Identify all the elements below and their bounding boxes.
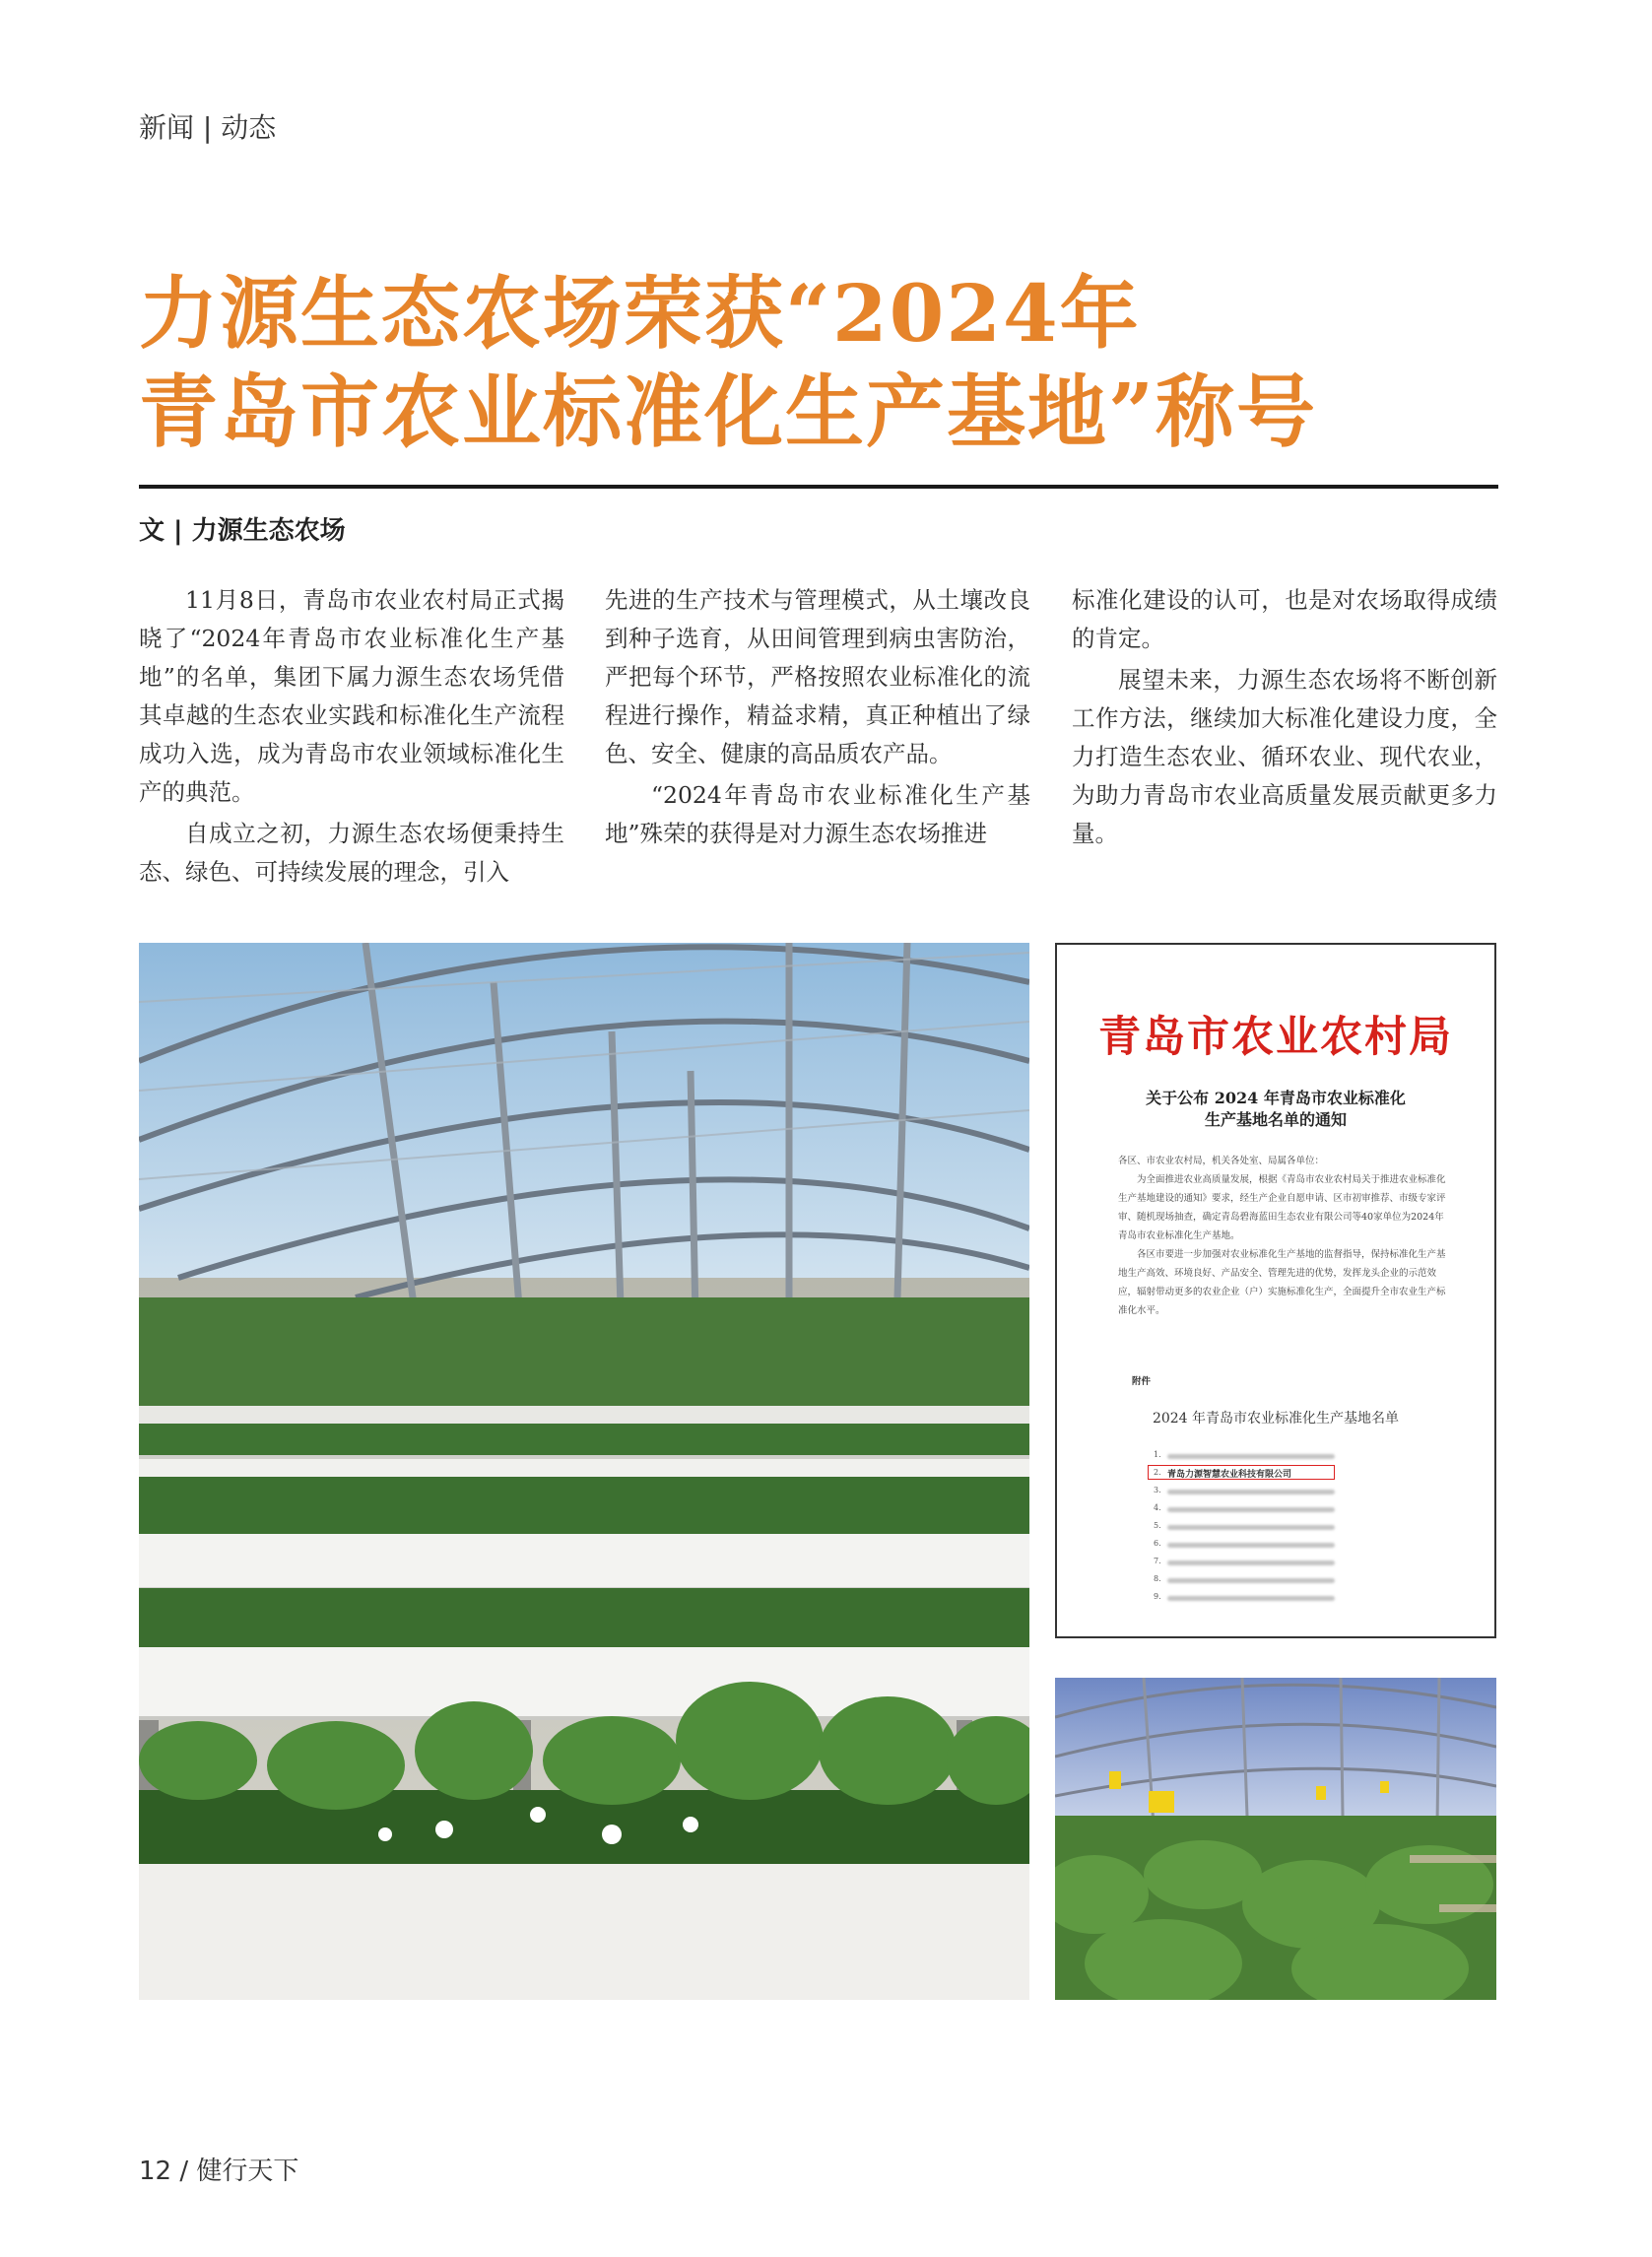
article-column-3 bbox=[1072, 581, 1497, 856]
headline-line-2: 青岛市农业标准化生产基地”称号 bbox=[139, 365, 1318, 458]
document-list bbox=[1154, 1447, 1400, 1607]
document-salutation: 各区、市农业农村局，机关各处室、局属各单位： bbox=[1118, 1156, 1325, 1166]
paragraph: 展望未来，力源生态农场将不断创新工作方法，继续加大标准化建设力度，全力打造生态农业、循环农业、现代农业，为助力青岛市农业高质量发展贡献更多力量。 bbox=[1072, 666, 1497, 847]
document-paragraph: 为全面推进农业高质量发展，根据《青岛市农业农村局关于推进农业标准化生产基地建设的通知》要求，经生产企业自愿申请、区市初审推荐、市级专家评审、随机现场抽查，确定青岛碧海蓝田生态农业有限公司等40家单位为2024年青岛市农业标准化生产基地。 bbox=[1118, 1174, 1446, 1241]
paragraph: 11月8日，青岛市农业农村局正式揭晓了“2024年青岛市农业标准化生产基地”的名单，集团下属力源生态农场凭借其卓越的生态农业实践和标准化生产流程成功入选，成为青岛市农业领域标准化生产的典范。 bbox=[139, 586, 564, 806]
greenhouse-seedlings-photo bbox=[1055, 1678, 1496, 2000]
document-body bbox=[1118, 1152, 1450, 1320]
document-title-line-2: 生产基地名单的通知 bbox=[1204, 1110, 1347, 1129]
paragraph: 先进的生产技术与管理模式，从土壤改良到种子选育，从田间管理到病虫害防治，严把每个环节，严格按照农业标准化的流程进行操作，精益求精，真正种植出了绿色、安全、健康的高品质农产品。 bbox=[605, 586, 1030, 767]
list-item: 4. bbox=[1154, 1500, 1400, 1518]
byline: 文 | 力源生态农场 bbox=[139, 516, 346, 546]
headline-line-1: 力源生态农场荣获“2024年 bbox=[139, 267, 1141, 360]
article-headline bbox=[139, 264, 1518, 461]
document-attachment-label: 附件 bbox=[1132, 1376, 1152, 1387]
notice-document bbox=[1055, 943, 1496, 1638]
list-item: 5. bbox=[1154, 1518, 1400, 1536]
list-item: 9. bbox=[1154, 1589, 1400, 1607]
list-item: 6. bbox=[1154, 1536, 1400, 1554]
list-item: 1. bbox=[1154, 1447, 1400, 1465]
article-column-2 bbox=[605, 581, 1030, 856]
list-item: 7. bbox=[1154, 1554, 1400, 1571]
paragraph: 自成立之初，力源生态农场便秉持生态、绿色、可持续发展的理念，引入 bbox=[139, 820, 564, 886]
document-issuer: 青岛市农业农村局 bbox=[1098, 1013, 1453, 1062]
article-column-1 bbox=[139, 581, 564, 895]
document-paragraph: 各区市要进一步加强对农业标准化生产基地的监督指导，保持标准化生产基地生产高效、环境良好、产品安全、管理先进的优势，发挥龙头企业的示范效应，辐射带动更多的农业企业（户）实施标准化生产，全面提升全市农业生产标准化水平。 bbox=[1118, 1249, 1446, 1316]
list-item: 8. bbox=[1154, 1571, 1400, 1589]
paragraph: “2024年青岛市农业标准化生产基地”殊荣的获得是对力源生态农场推进 bbox=[605, 781, 1030, 847]
document-list-title: 2024 年青岛市农业标准化生产基地名单 bbox=[1152, 1411, 1400, 1427]
headline-divider bbox=[139, 485, 1498, 489]
paragraph: 标准化建设的认可，也是对农场取得成绩的肯定。 bbox=[1072, 586, 1497, 652]
page-footer: 12 / 健行天下 bbox=[139, 2157, 299, 2186]
greenhouse-strawberry-photo bbox=[139, 943, 1029, 2000]
document-title-line-1: 关于公布 2024 年青岛市农业标准化 bbox=[1146, 1089, 1406, 1107]
list-item: 3. bbox=[1154, 1483, 1400, 1500]
section-label: 新闻 | 动态 bbox=[139, 111, 277, 144]
list-item-highlighted: 2. 青岛力源智慧农业科技有限公司 bbox=[1154, 1465, 1400, 1483]
document-title bbox=[1057, 1088, 1494, 1131]
